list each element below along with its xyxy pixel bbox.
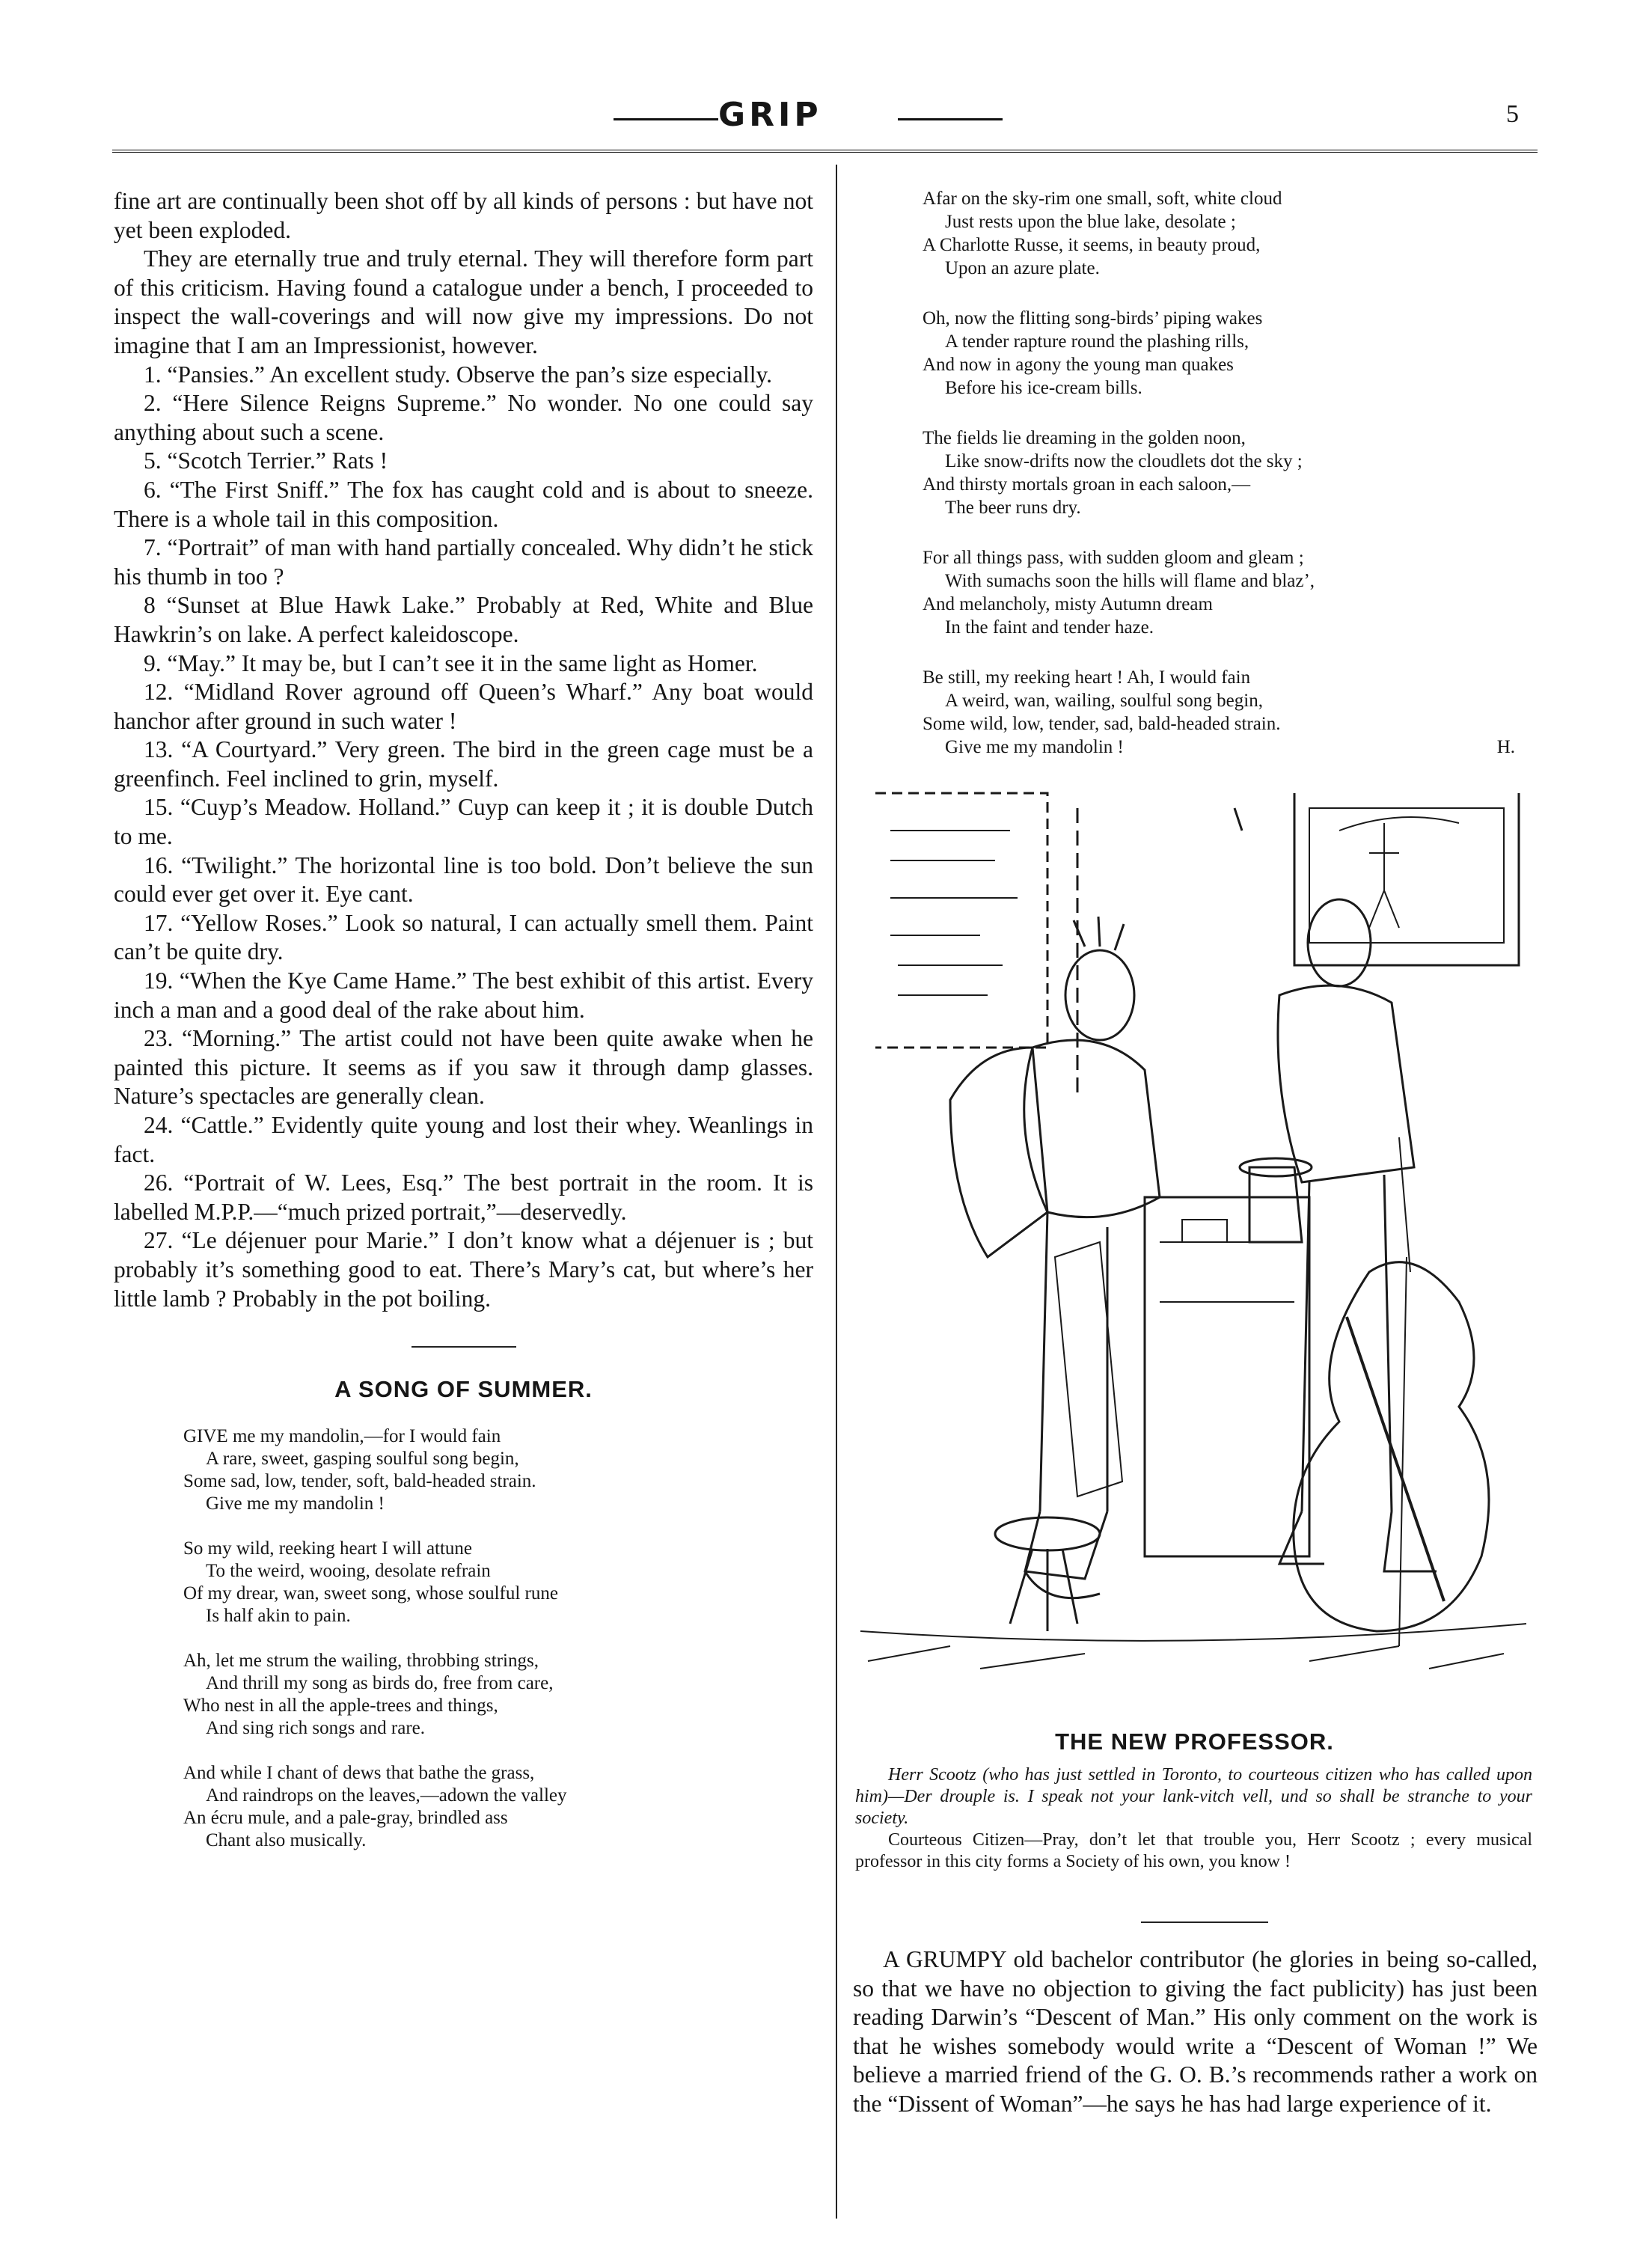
- caption-line: Herr Scootz (who has just settled in Toronto, to courteous citizen who has called upon him)—Der drouple is. I speak not your lank-vitch vell, und so shall be stranche to your society.: [855, 1765, 1532, 1828]
- catalogue-item: 9. “May.” It may be, but I can’t see it in the same light as Homer.: [144, 649, 758, 676]
- catalogue-item: 15. “Cuyp’s Meadow. Holland.” Cuyp can keep it ; it is double Dutch to me.: [114, 794, 813, 850]
- intro-paragraph: fine art are continually been shot off by all kinds of persons : but have not yet been exploded.: [114, 188, 813, 243]
- section-rule: [1141, 1921, 1268, 1923]
- song-line: And while I chant of dews that bathe the grass,: [183, 1763, 535, 1784]
- song-line: To the weird, wooing, desolate refrain: [206, 1561, 491, 1582]
- song-stanza: [183, 1650, 813, 1740]
- poem-line: And melancholy, misty Autumn dream: [923, 594, 1213, 614]
- song-line: Who nest in all the apple-trees and things,: [183, 1696, 498, 1716]
- catalogue-item: 27. “Le déjenuer pour Marie.” I don’t know what a déjenuer is ; but probably it’s something good to eat. There’s Mary’s cat, but where’s her little lamb ? Probably in the pot boiling.: [114, 1227, 813, 1312]
- song-title: A SONG OF SUMMER.: [334, 1376, 593, 1403]
- poem-line: Give me my mandolin !: [945, 737, 1124, 757]
- right-column: [851, 187, 1538, 786]
- catalogue-item: 12. “Midland Rover aground off Queen’s Wharf.” Any boat would hanchor after ground in such water !: [114, 679, 813, 734]
- poem-line: Just rests upon the blue lake, desolate ;: [945, 212, 1236, 232]
- caption-line: Courteous Citizen—Pray, don’t let that trouble you, Herr Scootz ; every musical professor in this city forms a Society of his own, you know !: [855, 1830, 1532, 1871]
- poem-line: A Charlotte Russe, it seems, in beauty proud,: [923, 235, 1261, 255]
- catalogue-item: 24. “Cattle.” Evidently quite young and lost their whey. Weanlings in fact.: [114, 1112, 813, 1167]
- song-line: So my wild, reeking heart I will attune: [183, 1538, 473, 1559]
- poem-line: Upon an azure plate.: [945, 258, 1100, 278]
- poem-stanza: [923, 187, 1538, 280]
- poem-line: Like snow-drifts now the cloudlets dot the sky ;: [945, 451, 1303, 471]
- left-column: [114, 187, 813, 1874]
- intro-paragraph: They are eternally true and truly eternal. They will therefore form part of this criticism. Having found a catalogue under a bench, I proceeded to inspect the wall-coverings and will now give my impressions. Do not imagine that I am an Impressionist, however.: [114, 245, 813, 358]
- masthead-rule-left: [614, 118, 718, 120]
- poem-line: Afar on the sky-rim one small, soft, white cloud: [923, 189, 1282, 209]
- song-line: Of my drear, wan, sweet song, whose soulful rune: [183, 1583, 558, 1604]
- poem-line: With sumachs soon the hills will flame and blazʼ,: [945, 571, 1315, 591]
- poem-line: For all things pass, with sudden gloom and gleam ;: [923, 548, 1304, 568]
- song-line: Some sad, low, tender, soft, bald-headed strain.: [183, 1471, 536, 1492]
- poem-line: A tender rapture round the plashing rills,: [945, 331, 1249, 352]
- catalogue-item: 8 “Sunset at Blue Hawk Lake.” Probably at Red, White and Blue Hawkrin’s on lake. A perfect kaleidoscope.: [114, 592, 813, 647]
- song-line: And thrill my song as birds do, free from care,: [206, 1673, 554, 1694]
- poem-line: A weird, wan, wailing, soulful song begin,: [945, 691, 1263, 711]
- masthead-rule-right: [898, 118, 1003, 120]
- catalogue-item: 2. “Here Silence Reigns Supreme.” No wonder. No one could say anything about such a scene.: [114, 390, 813, 445]
- poem-line: Some wild, low, tender, sad, bald-headed strain.: [923, 714, 1281, 734]
- page-header: [112, 96, 1534, 148]
- song-line: Ah, let me strum the wailing, throbbing strings,: [183, 1651, 539, 1672]
- song-line: And sing rich songs and rare.: [206, 1718, 425, 1739]
- poem-line: Before his ice-cream bills.: [945, 378, 1142, 398]
- song-line: A rare, sweet, gasping soulful song begin,: [206, 1449, 519, 1470]
- song-stanza: [183, 1538, 813, 1627]
- song-line: GIVE me my mandolin,—for I would fain: [183, 1426, 501, 1447]
- poem-stanza: [923, 666, 1538, 759]
- song-line: Is half akin to pain.: [206, 1606, 351, 1627]
- cartoon-drawing: [860, 778, 1526, 1713]
- song-line: And raindrops on the leaves,—adown the valley: [206, 1785, 567, 1806]
- catalogue-item: 19. “When the Kye Came Hame.” The best exhibit of this artist. Every inch a man and a good deal of the rake about him.: [114, 967, 813, 1023]
- page-number: 5: [1506, 100, 1519, 128]
- catalogue-item: 17. “Yellow Roses.” Look so natural, I can actually smell them. Paint can’t be quite dry.: [114, 909, 813, 965]
- song-line: Give me my mandolin !: [206, 1494, 385, 1514]
- masthead-title: GRIP: [718, 96, 822, 134]
- grumpy-paragraph: A GRUMPY old bachelor contributor (he glories in being so-called, so that we have no objection to giving the fact publicity) has just been reading Darwin’s “Descent of Man.” His only comment on the work is that he wishes somebody would write a “Descent of Woman !” We believe a married friend of the G. O. B.’s recommends rather a work on the “Dissent of Woman”—he says he has had large experience of it.: [853, 1946, 1538, 2117]
- poem-line: And thirsty mortals groan in each saloon,—: [923, 474, 1251, 495]
- poem-signature: H.: [1496, 737, 1515, 757]
- poem-stanza: [923, 546, 1538, 639]
- poem-line: The beer runs dry.: [945, 498, 1081, 518]
- catalogue-item: 16. “Twilight.” The horizontal line is too bold. Don’t believe the sun could ever get over it. Eye cant.: [114, 852, 813, 908]
- song-stanza: [183, 1762, 813, 1852]
- catalogue-item: 6. “The First Sniff.” The fox has caught cold and is about to sneeze. There is a whole tail in this composition.: [114, 476, 813, 532]
- cartoon-caption: [855, 1764, 1532, 1873]
- poem-line: Be still, my reeking heart ! Ah, I would fain: [923, 667, 1251, 688]
- song-stanza: [183, 1425, 813, 1515]
- catalogue-item: 23. “Morning.” The artist could not have been quite awake when he painted this picture. It seems as if you saw it through damp glasses. Nature’s spectacles are generally clean.: [114, 1025, 813, 1110]
- cartoon-illustration: [860, 778, 1526, 1713]
- poem-line: Oh, now the flitting song-birds’ piping wakes: [923, 308, 1263, 328]
- poem-line: And now in agony the young man quakes: [923, 355, 1234, 375]
- poem-stanza: [923, 427, 1538, 519]
- cartoon-title: THE NEW PROFESSOR.: [1055, 1728, 1334, 1755]
- catalogue-item: 1. “Pansies.” An excellent study. Observe the pan’s size especially.: [144, 361, 773, 388]
- catalogue-item: 7. “Portrait” of man with hand partially concealed. Why didn’t he stick his thumb in too ?: [114, 534, 813, 590]
- header-rule: [112, 150, 1538, 156]
- section-rule: [412, 1346, 516, 1348]
- poem-line: The fields lie dreaming in the golden noon,: [923, 428, 1246, 448]
- catalogue-item: 26. “Portrait of W. Lees, Esq.” The best portrait in the room. It is labelled M.P.P.—“much prized portrait,”—deservedly.: [114, 1170, 813, 1225]
- catalogue-item: 5. “Scotch Terrier.” Rats !: [144, 447, 388, 474]
- catalogue-item: 13. “A Courtyard.” Very green. The bird in the green cage must be a greenfinch. Feel inclined to grin, myself.: [114, 736, 813, 792]
- poem-stanza: [923, 307, 1538, 400]
- column-divider: [836, 165, 837, 2219]
- song-line: Chant also musically.: [206, 1830, 367, 1851]
- poem-line: In the faint and tender haze.: [945, 617, 1154, 638]
- song-line: An écru mule, and a pale-gray, brindled ass: [183, 1808, 508, 1829]
